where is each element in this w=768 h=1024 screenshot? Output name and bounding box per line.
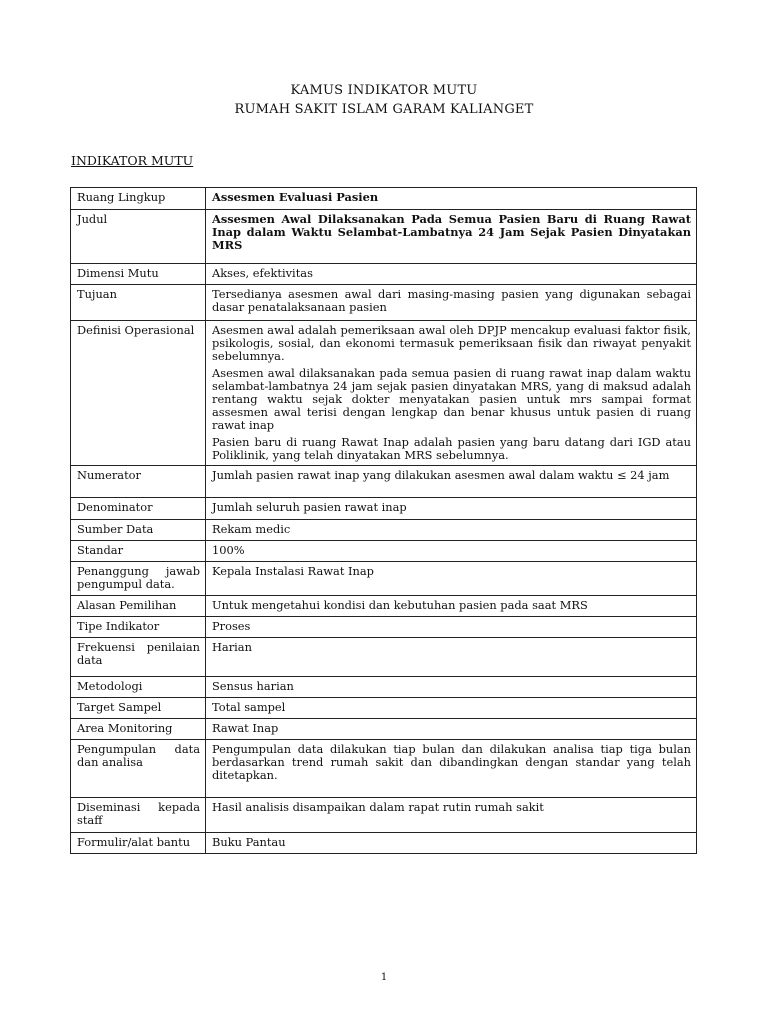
row-value [206, 321, 697, 466]
row-label: Target Sampel [71, 698, 206, 719]
row-label: Formulir/alat bantu [71, 833, 206, 854]
row-label: Ruang Lingkup [71, 188, 206, 210]
table-row [71, 562, 697, 596]
row-label: Pengumpulan data dan analisa [71, 740, 206, 798]
page-number: 1 [380, 972, 388, 983]
row-value: Tersedianya asesmen awal dari masing-masing pasien yang digunakan sebagai dasar penatalaksanaan pasien [206, 285, 697, 321]
table-row [71, 798, 697, 833]
row-value: Kepala Instalasi Rawat Inap [206, 562, 697, 596]
row-value: Pengumpulan data dilakukan tiap bulan dan dilakukan analisa tiap tiga bulan berdasarkan trend rumah sakit dan dibandingkan dengan standar yang telah ditetapkan. [206, 740, 697, 798]
row-label: Frekuensi penilaian data [71, 638, 206, 677]
row-value: Untuk mengetahui kondisi dan kebutuhan pasien pada saat MRS [206, 596, 697, 617]
row-value: Assesmen Awal Dilaksanakan Pada Semua Pasien Baru di Ruang Rawat Inap dalam Waktu Selambat-Lambatnya 24 Jam Sejak Pasien Dinyatakan MRS [206, 210, 697, 264]
row-value: Hasil analisis disampaikan dalam rapat rutin rumah sakit [206, 798, 697, 833]
table-row [71, 596, 697, 617]
row-value: Buku Pantau [206, 833, 697, 854]
row-label: Alasan Pemilihan [71, 596, 206, 617]
row-value: 100% [206, 541, 697, 562]
row-label: Tujuan [71, 285, 206, 321]
row-value: Sensus harian [206, 677, 697, 698]
table-row [71, 498, 697, 520]
table-row [71, 617, 697, 638]
table-row [71, 833, 697, 854]
definition-paragraph: Pasien baru di ruang Rawat Inap adalah pasien yang baru datang dari IGD atau Poliklinik, yang telah dinyatakan MRS sebelumnya. [212, 434, 691, 462]
row-label: Diseminasi kepada staff [71, 798, 206, 833]
row-value: Jumlah pasien rawat inap yang dilakukan asesmen awal dalam waktu ≤ 24 jam [206, 466, 697, 498]
row-label: Denominator [71, 498, 206, 520]
row-label: Tipe Indikator [71, 617, 206, 638]
table-row [71, 740, 697, 798]
table-row [71, 264, 697, 285]
table-row [71, 638, 697, 677]
row-label: Penanggung jawab pengumpul data. [71, 562, 206, 596]
row-label: Sumber Data [71, 520, 206, 541]
row-value: Assesmen Evaluasi Pasien [206, 188, 697, 210]
table-row [71, 520, 697, 541]
table-row [71, 321, 697, 466]
row-value: Harian [206, 638, 697, 677]
row-label: Numerator [71, 466, 206, 498]
row-value: Jumlah seluruh pasien rawat inap [206, 498, 697, 520]
section-title: INDIKATOR MUTU [71, 153, 194, 168]
table-row [71, 210, 697, 264]
table-row [71, 677, 697, 698]
definition-paragraph: Asesmen awal adalah pemeriksaan awal oleh DPJP mencakup evaluasi faktor fisik, psikologis, sosial, dan ekonomi termasuk pemeriksaan fisik dan riwayat penyakit sebelumnya. [212, 323, 691, 364]
table-row [71, 698, 697, 719]
table-row [71, 285, 697, 321]
row-value: Proses [206, 617, 697, 638]
row-value: Rawat Inap [206, 719, 697, 740]
table-row [71, 466, 697, 498]
definition-paragraph: Asesmen awal dilaksanakan pada semua pasien di ruang rawat inap dalam waktu selambat-lambatnya 24 jam sejak pasien dinyatakan MRS, yang di maksud adalah rentang waktu sejak dokter menyatakan pasien untuk mrs sampai format assesmen awal terisi dengan lengkap dan benar khusus untuk pasien di ruang rawat inap [212, 365, 691, 433]
row-label: Area Monitoring [71, 719, 206, 740]
row-label: Metodologi [71, 677, 206, 698]
document-subtitle: RUMAH SAKIT ISLAM GARAM KALIANGET [234, 102, 534, 117]
row-value: Akses, efektivitas [206, 264, 697, 285]
indicator-table [70, 187, 697, 854]
table-row [71, 188, 697, 210]
row-label: Dimensi Mutu [71, 264, 206, 285]
document-title: KAMUS INDIKATOR MUTU [290, 83, 478, 98]
row-label: Definisi Operasional [71, 321, 206, 466]
table-row [71, 541, 697, 562]
row-label: Judul [71, 210, 206, 264]
row-value: Total sampel [206, 698, 697, 719]
row-value: Rekam medic [206, 520, 697, 541]
table-row [71, 719, 697, 740]
row-label: Standar [71, 541, 206, 562]
